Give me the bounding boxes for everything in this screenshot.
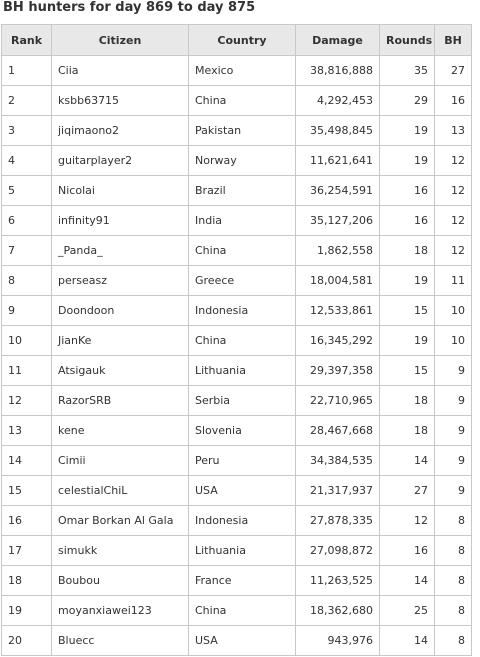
cell-damage: 11,621,641 [296,146,380,176]
cell-rank: 17 [2,536,52,566]
cell-country: Lithuania [189,356,296,386]
cell-rounds: 19 [380,146,435,176]
table-row [2,356,472,386]
table-body [2,56,472,656]
cell-rank: 10 [2,326,52,356]
cell-country: Lithuania [189,536,296,566]
cell-rank: 1 [2,56,52,86]
table-row [2,296,472,326]
cell-damage: 12,533,861 [296,296,380,326]
cell-rounds: 27 [380,476,435,506]
header-rank: Rank [2,25,52,56]
cell-bh: 8 [435,566,472,596]
cell-country: Norway [189,146,296,176]
table-row [2,416,472,446]
cell-damage: 11,263,525 [296,566,380,596]
cell-citizen[interactable]: celestialChiL [52,476,189,506]
table-row [2,476,472,506]
cell-bh: 10 [435,326,472,356]
cell-damage: 27,098,872 [296,536,380,566]
cell-rank: 5 [2,176,52,206]
cell-damage: 29,397,358 [296,356,380,386]
cell-rounds: 14 [380,446,435,476]
cell-country: Pakistan [189,116,296,146]
cell-rank: 3 [2,116,52,146]
cell-citizen[interactable]: guitarplayer2 [52,146,189,176]
cell-damage: 4,292,453 [296,86,380,116]
cell-damage: 18,004,581 [296,266,380,296]
cell-rank: 16 [2,506,52,536]
cell-bh: 12 [435,206,472,236]
cell-bh: 10 [435,296,472,326]
cell-rank: 6 [2,206,52,236]
cell-damage: 27,878,335 [296,506,380,536]
cell-rounds: 35 [380,56,435,86]
cell-rounds: 18 [380,386,435,416]
cell-rank: 20 [2,626,52,656]
cell-rounds: 29 [380,86,435,116]
cell-citizen[interactable]: Ciia [52,56,189,86]
cell-citizen[interactable]: perseasz [52,266,189,296]
cell-bh: 11 [435,266,472,296]
cell-rounds: 19 [380,116,435,146]
cell-bh: 9 [435,356,472,386]
cell-rounds: 15 [380,356,435,386]
cell-citizen[interactable]: Cimii [52,446,189,476]
cell-bh: 12 [435,176,472,206]
cell-rank: 2 [2,86,52,116]
cell-bh: 8 [435,626,472,656]
cell-country: China [189,326,296,356]
cell-rounds: 18 [380,416,435,446]
cell-bh: 8 [435,536,472,566]
cell-damage: 21,317,937 [296,476,380,506]
cell-damage: 36,254,591 [296,176,380,206]
cell-country: Slovenia [189,416,296,446]
cell-bh: 12 [435,146,472,176]
cell-country: Serbia [189,386,296,416]
cell-rounds: 14 [380,566,435,596]
table-row [2,86,472,116]
cell-citizen[interactable]: Nicolai [52,176,189,206]
cell-country: Mexico [189,56,296,86]
table-row [2,236,472,266]
cell-citizen[interactable]: Boubou [52,566,189,596]
table-row [2,506,472,536]
cell-rank: 18 [2,566,52,596]
cell-damage: 18,362,680 [296,596,380,626]
cell-rounds: 15 [380,296,435,326]
table-row [2,536,472,566]
cell-country: China [189,236,296,266]
cell-rounds: 12 [380,506,435,536]
cell-citizen[interactable]: moyanxiawei123 [52,596,189,626]
cell-bh: 9 [435,476,472,506]
table-row [2,446,472,476]
cell-bh: 9 [435,416,472,446]
cell-damage: 16,345,292 [296,326,380,356]
cell-damage: 35,127,206 [296,206,380,236]
table-header [2,25,472,56]
cell-rounds: 18 [380,236,435,266]
cell-damage: 34,384,535 [296,446,380,476]
cell-citizen[interactable]: simukk [52,536,189,566]
cell-country: USA [189,476,296,506]
cell-bh: 9 [435,446,472,476]
page-title: BH hunters for day 869 to day 875 [3,0,256,15]
cell-rounds: 16 [380,206,435,236]
cell-bh: 8 [435,596,472,626]
cell-bh: 8 [435,506,472,536]
table-row [2,176,472,206]
cell-country: Brazil [189,176,296,206]
cell-citizen[interactable]: infinity91 [52,206,189,236]
cell-bh: 12 [435,236,472,266]
cell-bh: 27 [435,56,472,86]
cell-rounds: 19 [380,266,435,296]
cell-rank: 13 [2,416,52,446]
cell-bh: 16 [435,86,472,116]
cell-rank: 7 [2,236,52,266]
header-country: Country [189,25,296,56]
cell-rank: 15 [2,476,52,506]
header-bh: BH [435,25,472,56]
cell-rounds: 16 [380,176,435,206]
bh-hunters-table [1,24,472,656]
cell-damage: 35,498,845 [296,116,380,146]
table-row [2,626,472,656]
table-row [2,326,472,356]
table-row [2,596,472,626]
header-rounds: Rounds [380,25,435,56]
cell-citizen[interactable]: Atsigauk [52,356,189,386]
cell-rank: 9 [2,296,52,326]
cell-citizen[interactable]: JianKe [52,326,189,356]
table-row [2,116,472,146]
cell-rounds: 14 [380,626,435,656]
table-row [2,266,472,296]
table-row [2,56,472,86]
cell-citizen[interactable]: ksbb63715 [52,86,189,116]
header-damage: Damage [296,25,380,56]
header-citizen: Citizen [52,25,189,56]
table-row [2,146,472,176]
cell-rank: 12 [2,386,52,416]
cell-citizen[interactable]: _Panda_ [52,236,189,266]
cell-citizen[interactable]: jiqimaono2 [52,116,189,146]
cell-damage: 38,816,888 [296,56,380,86]
cell-rank: 4 [2,146,52,176]
cell-citizen[interactable]: Omar Borkan Al Gala [52,506,189,536]
cell-damage: 943,976 [296,626,380,656]
cell-rank: 8 [2,266,52,296]
cell-rank: 11 [2,356,52,386]
cell-citizen[interactable]: kene [52,416,189,446]
cell-country: Indonesia [189,506,296,536]
cell-country: China [189,86,296,116]
cell-damage: 28,467,668 [296,416,380,446]
cell-rank: 14 [2,446,52,476]
cell-country: Indonesia [189,296,296,326]
cell-rounds: 19 [380,326,435,356]
header-row [2,25,472,56]
cell-country: France [189,566,296,596]
table-row [2,206,472,236]
table-row [2,386,472,416]
cell-citizen[interactable]: Doondoon [52,296,189,326]
cell-country: India [189,206,296,236]
cell-country: Greece [189,266,296,296]
cell-country: China [189,596,296,626]
cell-rounds: 25 [380,596,435,626]
cell-bh: 13 [435,116,472,146]
cell-country: Peru [189,446,296,476]
cell-citizen[interactable]: Bluecc [52,626,189,656]
cell-rounds: 16 [380,536,435,566]
cell-bh: 9 [435,386,472,416]
table-row [2,566,472,596]
cell-country: USA [189,626,296,656]
cell-damage: 22,710,965 [296,386,380,416]
cell-citizen[interactable]: RazorSRB [52,386,189,416]
cell-rank: 19 [2,596,52,626]
cell-damage: 1,862,558 [296,236,380,266]
